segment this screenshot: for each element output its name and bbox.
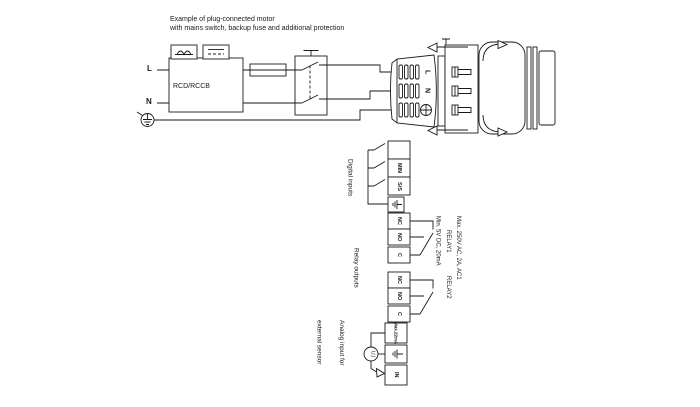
plug-line-label: L [423, 69, 431, 75]
terminal-no1-label: NO [396, 232, 403, 242]
terminal-ss-label: S/S [396, 181, 403, 191]
double-pole-switch-icon [295, 51, 327, 116]
digital-inputs-section-label: Digital inputs [346, 159, 354, 197]
digital-switch-2 [368, 162, 385, 169]
plug-earth-terminal-icon [421, 105, 432, 116]
plug-gasket-ring-2 [533, 47, 537, 129]
plug-mounting-plate [438, 56, 445, 126]
earth-ground-icon [137, 112, 154, 127]
relay-rating-min: Min. 5V DC, 20mA [434, 216, 441, 266]
terminal-24v-label [385, 323, 407, 343]
relay1-label: RELAY1 [445, 230, 451, 253]
analog-section-line1: Analog input for [338, 320, 346, 366]
terminal-24v-line1: Max. [393, 321, 399, 332]
relay2-label: RELAY2 [445, 276, 451, 299]
signal-source-label: U,I [369, 350, 376, 358]
terminal-no2-label: NO [396, 291, 403, 301]
plug-terminal-body [445, 45, 478, 133]
digital-switch-3 [368, 180, 385, 187]
plug-end-cap [539, 51, 555, 125]
analog-input-section-label [315, 320, 360, 384]
terminal-box-digital-spare [388, 141, 410, 159]
mains-neutral-label: N [146, 97, 152, 106]
wire-l-to-plug [327, 65, 392, 72]
plug-gasket-ring-1 [527, 47, 531, 129]
analog-section-line2: external sensor [315, 320, 323, 365]
switch-handle [304, 51, 319, 57]
analog-wire-supply [371, 333, 385, 347]
terminal-24v-line2: 22mA [393, 331, 399, 345]
terminal-box-analog-earth [385, 345, 407, 363]
analog-signal-arrowhead [377, 369, 385, 378]
mains-plug [391, 39, 556, 136]
plug-top-post [442, 39, 450, 45]
rcd-type-dc-box [203, 45, 229, 59]
wire-n-to-plug [327, 91, 392, 99]
terminal-nc2-label: NC [396, 276, 403, 284]
terminal-min-label: MIN [396, 162, 403, 174]
rcd-type-a-box [171, 45, 197, 59]
diagram-title-line2: with mains switch, backup fuse and additional protection [170, 25, 345, 32]
terminal-in-label: IN [393, 372, 400, 378]
relay-outputs-section-label: Relay outputs [352, 248, 360, 288]
terminal-c2-label: C [396, 312, 403, 316]
digital-switch-1 [368, 144, 385, 151]
terminal-nc1-label: NC [396, 217, 403, 225]
mains-line-label: L [147, 64, 152, 73]
terminal-c1-label: C [396, 253, 403, 257]
plug-neutral-label: N [423, 88, 431, 94]
rcd-label: RCD/RCCB [173, 83, 210, 90]
digital-common-bracket [368, 150, 388, 204]
plug-housing [479, 42, 525, 134]
diagram-title-line1: Example of plug-connected motor [170, 16, 275, 23]
relay-rating-max: Max. 250V AC, 2A, AC1 [455, 216, 462, 280]
